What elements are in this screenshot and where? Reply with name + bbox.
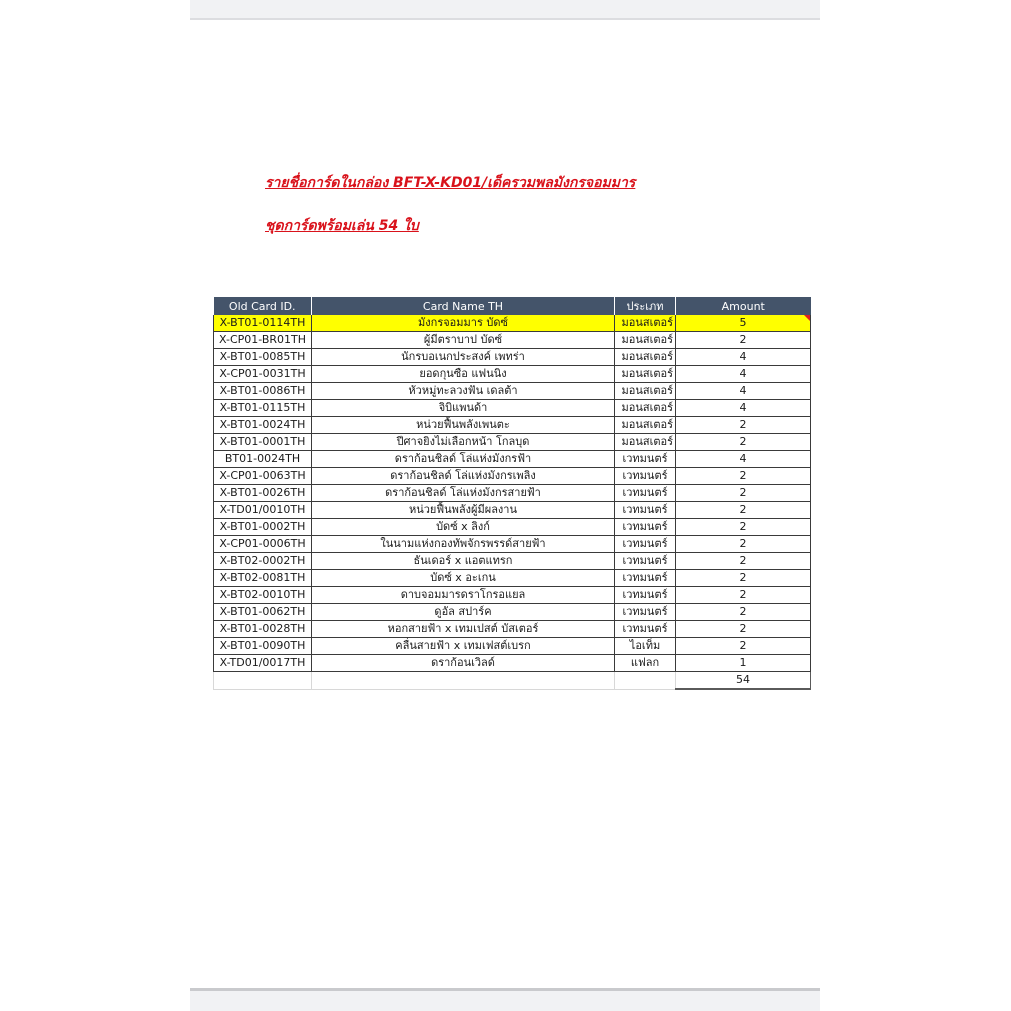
table-row xyxy=(214,570,811,587)
card-id: X-BT01-0062TH xyxy=(214,604,312,621)
table-row xyxy=(214,332,811,349)
card-name: บัดซ์ x ลิงก์ xyxy=(312,519,615,536)
table-row xyxy=(214,366,811,383)
card-name: มังกรจอมมาร บัดซ์ xyxy=(312,315,615,332)
card-id: X-CP01-0006TH xyxy=(214,536,312,553)
card-amount: 4 xyxy=(676,383,811,400)
page-separator-top xyxy=(190,0,820,20)
card-type: เวทมนตร์ xyxy=(615,451,676,468)
table-row xyxy=(214,383,811,400)
table-row xyxy=(214,349,811,366)
card-type: มอนสเตอร์ xyxy=(615,434,676,451)
empty-cell xyxy=(214,672,312,690)
card-type: มอนสเตอร์ xyxy=(615,383,676,400)
card-type: เวทมนตร์ xyxy=(615,587,676,604)
card-id: X-CP01-0063TH xyxy=(214,468,312,485)
card-name: ผู้มีตราบาป บัดซ์ xyxy=(312,332,615,349)
card-amount: 4 xyxy=(676,366,811,383)
table-row xyxy=(214,400,811,417)
card-type: มอนสเตอร์ xyxy=(615,315,676,332)
header-type: ประเภท xyxy=(615,297,676,315)
table-row xyxy=(214,417,811,434)
card-type: เวทมนตร์ xyxy=(615,519,676,536)
card-name: ปีศาจยิงไม่เลือกหน้า โกลบุด xyxy=(312,434,615,451)
table-row xyxy=(214,604,811,621)
card-id: X-BT01-0090TH xyxy=(214,638,312,655)
card-name: จิบิแพนด้า xyxy=(312,400,615,417)
card-type: เวทมนตร์ xyxy=(615,468,676,485)
card-name: ดราก้อนชิลด์ โล่แห่งมังกรสายฟ้า xyxy=(312,485,615,502)
table-row xyxy=(214,553,811,570)
card-amount: 2 xyxy=(676,638,811,655)
card-name: บัดซ์ x อะเกน xyxy=(312,570,615,587)
card-name: หน่วยฟื้นพลังเพนตะ xyxy=(312,417,615,434)
card-amount: 2 xyxy=(676,485,811,502)
card-amount: 4 xyxy=(676,451,811,468)
document-title: รายชื่อการ์ดในกล่อง BFT-X-KD01/เด็ครวมพลมังกรจอมมาร xyxy=(265,175,636,191)
empty-cell xyxy=(312,672,615,690)
card-amount: 2 xyxy=(676,519,811,536)
card-id: X-BT01-0024TH xyxy=(214,417,312,434)
card-id: X-BT01-0085TH xyxy=(214,349,312,366)
card-amount: 2 xyxy=(676,587,811,604)
card-amount: 2 xyxy=(676,332,811,349)
card-id: X-BT01-0115TH xyxy=(214,400,312,417)
card-name: ยอดกุนซือ แฟนนิง xyxy=(312,366,615,383)
card-amount: 2 xyxy=(676,553,811,570)
comment-indicator-icon xyxy=(804,315,810,321)
card-id: X-BT01-0114TH xyxy=(214,315,312,332)
table-row xyxy=(214,621,811,638)
card-name: คลื่นสายฟ้า x เทมเฟสต์เบรก xyxy=(312,638,615,655)
card-id: X-TD01/0017TH xyxy=(214,655,312,672)
table-row xyxy=(214,655,811,672)
card-id: X-BT01-0002TH xyxy=(214,519,312,536)
card-name: นักรบอเนกประสงค์ เพทร่า xyxy=(312,349,615,366)
card-id: X-TD01/0010TH xyxy=(214,502,312,519)
table-row xyxy=(214,468,811,485)
card-id: X-BT01-0001TH xyxy=(214,434,312,451)
card-name: หัวหมู่ทะลวงฟัน เดลต้า xyxy=(312,383,615,400)
header-old-card-id: Old Card ID. xyxy=(214,297,312,315)
card-id: X-BT01-0086TH xyxy=(214,383,312,400)
page-separator-bottom xyxy=(190,988,820,1011)
card-type: มอนสเตอร์ xyxy=(615,366,676,383)
document-subtitle: ชุดการ์ดพร้อมเล่น 54 ใบ xyxy=(265,218,419,234)
card-type: มอนสเตอร์ xyxy=(615,417,676,434)
table-row xyxy=(214,536,811,553)
card-amount: 2 xyxy=(676,417,811,434)
card-amount: 2 xyxy=(676,570,811,587)
card-type: เวทมนตร์ xyxy=(615,536,676,553)
card-type: เวทมนตร์ xyxy=(615,621,676,638)
card-amount: 4 xyxy=(676,349,811,366)
card-amount: 2 xyxy=(676,604,811,621)
card-name: ดูอัล สปาร์ค xyxy=(312,604,615,621)
card-id: X-BT02-0010TH xyxy=(214,587,312,604)
table-row xyxy=(214,519,811,536)
card-id: X-BT02-0081TH xyxy=(214,570,312,587)
table-row xyxy=(214,434,811,451)
card-id: X-BT02-0002TH xyxy=(214,553,312,570)
table-header-row xyxy=(214,297,811,315)
card-amount: 2 xyxy=(676,536,811,553)
table-row xyxy=(214,315,811,332)
card-name: ดราก้อนชิลด์ โล่แห่งมังกรเพลิง xyxy=(312,468,615,485)
card-id: X-CP01-0031TH xyxy=(214,366,312,383)
card-name: ดราก้อนเวิลด์ xyxy=(312,655,615,672)
table-row xyxy=(214,502,811,519)
table-row xyxy=(214,485,811,502)
card-type: เวทมนตร์ xyxy=(615,604,676,621)
card-name: ดราก้อนชิลด์ โล่แห่งมังกรฟ้า xyxy=(312,451,615,468)
amount-value: 5 xyxy=(739,316,747,329)
card-amount: 2 xyxy=(676,434,811,451)
card-type: เวทมนตร์ xyxy=(615,570,676,587)
header-card-name: Card Name TH xyxy=(312,297,615,315)
table-row xyxy=(214,587,811,604)
card-type: มอนสเตอร์ xyxy=(615,332,676,349)
card-type: เวทมนตร์ xyxy=(615,502,676,519)
card-id: X-BT01-0028TH xyxy=(214,621,312,638)
table-row xyxy=(214,451,811,468)
card-id: X-BT01-0026TH xyxy=(214,485,312,502)
card-amount xyxy=(676,315,811,332)
table-row xyxy=(214,638,811,655)
card-name: ดาบจอมมารดราโกรอแยล xyxy=(312,587,615,604)
card-amount: 2 xyxy=(676,621,811,638)
card-name: ธันเดอร์ x แอตแทรก xyxy=(312,553,615,570)
card-type: แฟลก xyxy=(615,655,676,672)
table-total-row xyxy=(214,672,811,690)
card-type: ไอเท็ม xyxy=(615,638,676,655)
card-type: เวทมนตร์ xyxy=(615,485,676,502)
card-list-table xyxy=(213,297,811,690)
card-type: เวทมนตร์ xyxy=(615,553,676,570)
card-id: BT01-0024TH xyxy=(214,451,312,468)
card-amount: 1 xyxy=(676,655,811,672)
empty-cell xyxy=(615,672,676,690)
card-amount: 2 xyxy=(676,502,811,519)
card-type: มอนสเตอร์ xyxy=(615,400,676,417)
card-type: มอนสเตอร์ xyxy=(615,349,676,366)
card-name: ในนามแห่งกองทัพจักรพรรด์สายฟ้า xyxy=(312,536,615,553)
card-name: หอกสายฟ้า x เทมเปสต์ บัสเตอร์ xyxy=(312,621,615,638)
header-amount: Amount xyxy=(676,297,811,315)
card-amount: 4 xyxy=(676,400,811,417)
total-amount: 54 xyxy=(676,672,811,690)
card-id: X-CP01-BR01TH xyxy=(214,332,312,349)
card-name: หน่วยฟื้นพลังผู้มีผลงาน xyxy=(312,502,615,519)
card-amount: 2 xyxy=(676,468,811,485)
